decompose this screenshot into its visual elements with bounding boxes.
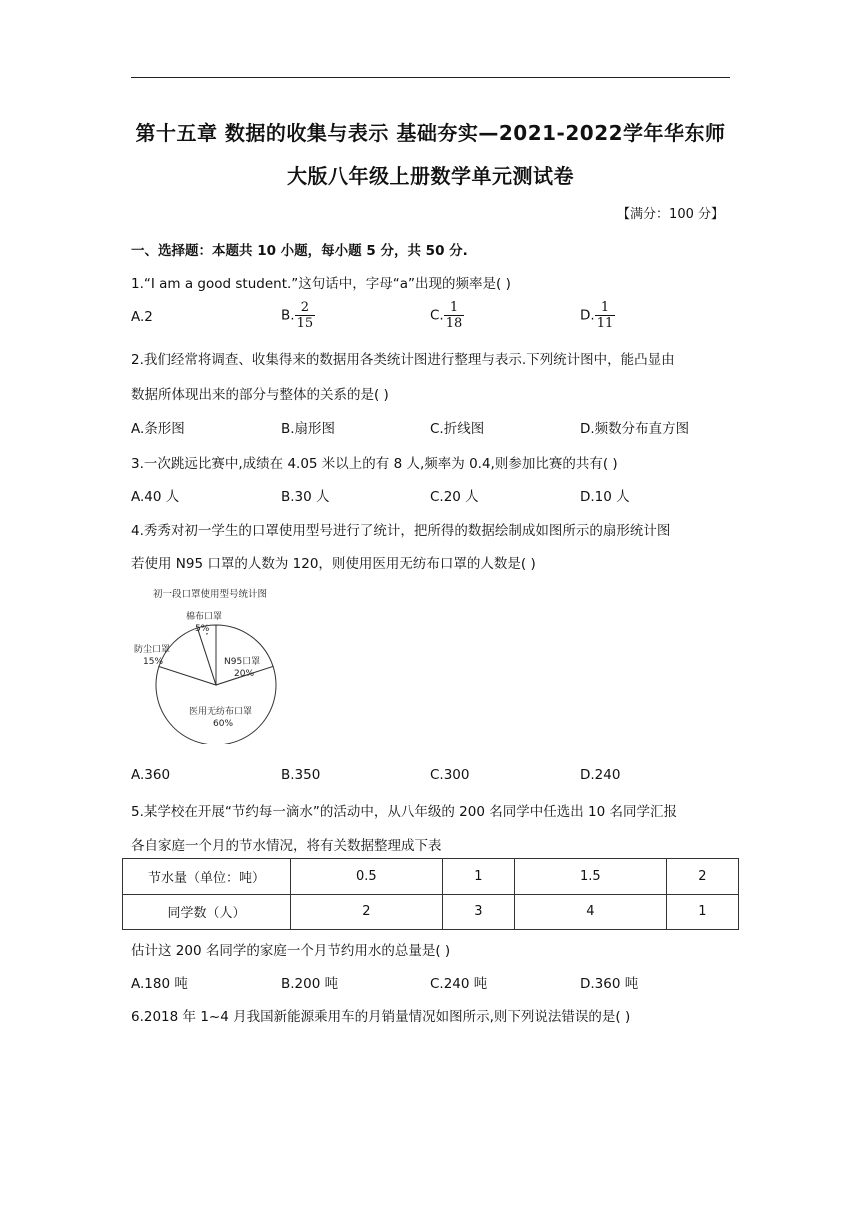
pie-value-dust: 15% [143,657,164,667]
table-row [123,859,739,895]
table-header-count: 同学数（人） [123,894,291,930]
table-cell: 2 [666,859,738,895]
pie-label-medical: 医用无纺布口罩 [189,707,253,717]
q4-option-d: D.240 [580,767,621,783]
fraction [444,300,465,331]
table-cell: 1 [666,894,738,930]
fraction [595,300,616,331]
q1-option-c-prefix: C. [430,307,444,324]
full-score: 【满分：100 分】 [617,207,724,222]
q2-text-line1: 2.我们经常将调查、收集得来的数据用各类统计图进行整理与表示.下列统计图中，能凸显由 [131,352,675,368]
q5-option-a: A.180 吨 [131,976,188,992]
q1-option-b-prefix: B. [281,307,295,324]
q1-option-c [430,300,464,331]
table-cell: 4 [514,894,666,930]
denominator: 18 [445,316,463,331]
q3-option-a: A.40 人 [131,489,180,505]
q1-option-a: A.2 [131,309,153,325]
q6-text: 6.2018 年 1~4 月我国新能源乘用车的月销量情况如图所示,则下列说法错误的是( ) [131,1009,631,1025]
q4-text-line1: 4.秀秀对初一学生的口罩使用型号进行了统计，把所得的数据绘制成如图所示的扇形统计图 [131,523,671,539]
page-title-line1: 第十五章 数据的收集与表示 基础夯实—2021-2022学年华东师 [135,121,726,145]
pie-value-medical: 60% [213,719,234,729]
mask-pie-chart [131,584,301,744]
pie-label-n95: N95口罩 [224,657,261,667]
q4-text-line2: 若使用 N95 口罩的人数为 120，则使用医用无纺布口罩的人数是( ) [131,556,536,572]
q1-option-d-prefix: D. [580,307,595,324]
pie-label-cotton: 棉布口罩 [186,612,223,622]
section-heading: 一、选择题：本题共 10 小题，每小题 5 分，共 50 分. [131,243,468,259]
pie-label-dust: 防尘口罩 [134,645,171,655]
q2-option-b: B.扇形图 [281,421,336,437]
numerator: 1 [595,300,616,316]
q2-option-c: C.折线图 [430,421,485,437]
table-row [123,894,739,930]
q2-text-line2: 数据所体现出来的部分与整体的关系的是( ) [131,387,389,403]
header-rule [131,77,730,78]
q3-text: 3.一次跳远比赛中,成绩在 4.05 米以上的有 8 人,频率为 0.4,则参加比赛的共有( ) [131,456,618,472]
chart-title: 初一段口罩使用型号统计图 [153,589,268,600]
table-header-amount: 节水量（单位：吨） [123,859,291,895]
q5-option-b: B.200 吨 [281,976,339,992]
q1-option-b [281,300,315,331]
page-title-line2: 大版八年级上册数学单元测试卷 [287,164,574,188]
table-cell: 3 [442,894,514,930]
water-saving-table [122,858,739,930]
q5-option-d: D.360 吨 [580,976,639,992]
pie-value-cotton: 5% [195,624,210,634]
q1-text: 1.“I am a good student.”这句话中，字母“a”出现的频率是( ) [131,276,511,292]
q4-option-b: B.350 [281,767,321,783]
table-cell: 2 [291,894,443,930]
q3-option-d: D.10 人 [580,489,630,505]
q4-option-a: A.360 [131,767,171,783]
table-cell: 0.5 [291,859,443,895]
q4-option-c: C.300 [430,767,470,783]
table-cell: 1 [442,859,514,895]
q3-option-c: C.20 人 [430,489,479,505]
fraction [295,300,316,331]
denominator: 11 [596,316,614,331]
q1-option-d [580,300,615,331]
q5-text-after: 估计这 200 名同学的家庭一个月节约用水的总量是( ) [131,943,451,959]
denominator: 15 [296,316,314,331]
numerator: 1 [444,300,465,316]
q5-text-line2: 各自家庭一个月的节水情况，将有关数据整理成下表 [131,838,442,854]
q3-option-b: B.30 人 [281,489,330,505]
q5-option-c: C.240 吨 [430,976,488,992]
q2-option-d: D.频数分布直方图 [580,421,690,437]
pie-value-n95: 20% [234,669,255,679]
numerator: 2 [295,300,316,316]
q2-option-a: A.条形图 [131,421,185,437]
q5-text-line1: 5.某学校在开展“节约每一滴水”的活动中，从八年级的 200 名同学中任选出 10 名同学汇报 [131,804,677,820]
table-cell: 1.5 [514,859,666,895]
